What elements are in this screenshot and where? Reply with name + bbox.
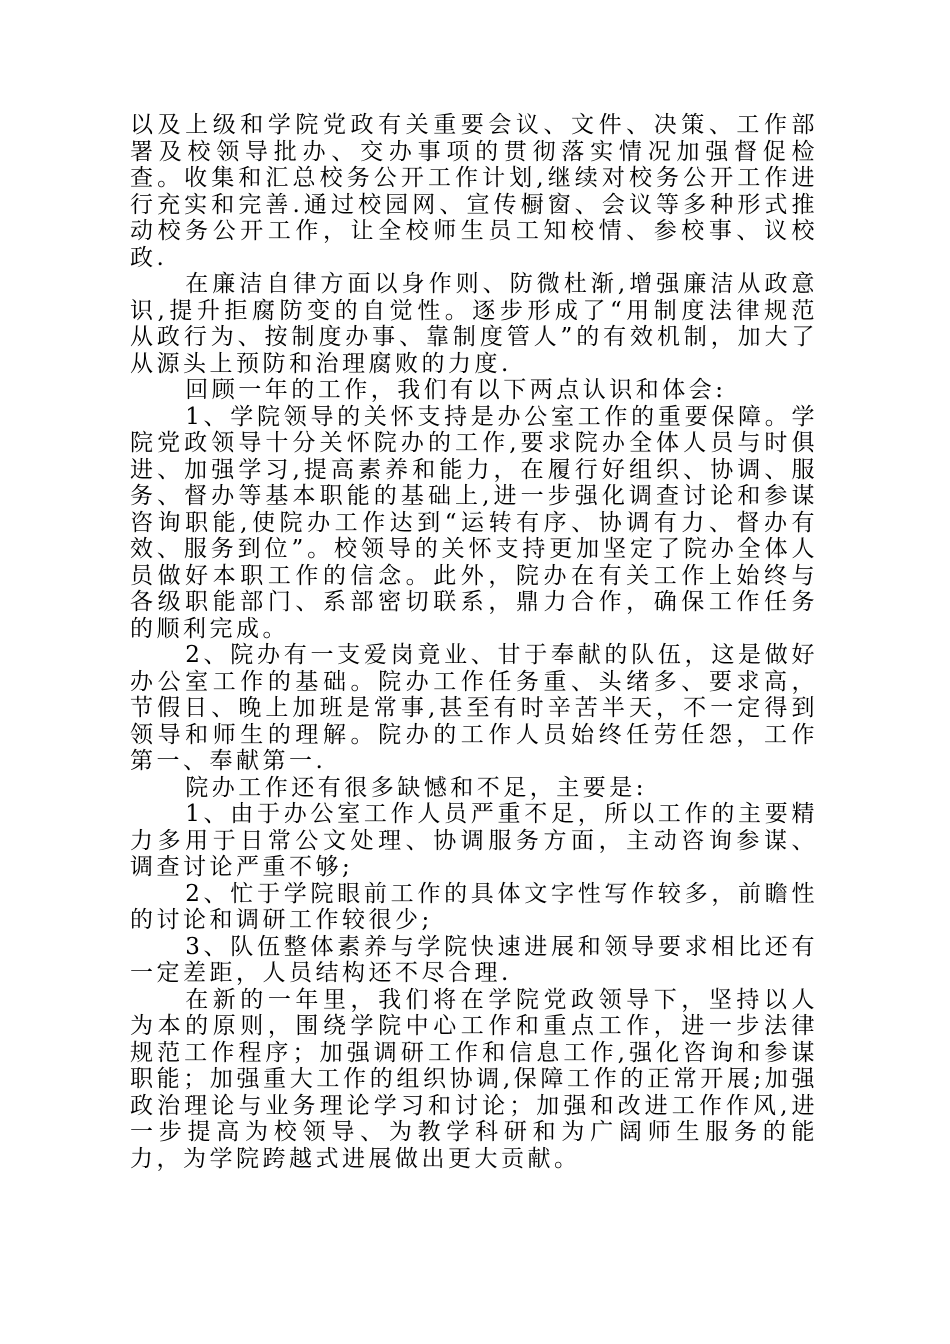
paragraph-6: 院办工作还有很多缺憾和不足，主要是: (185, 774, 647, 801)
paragraph-8: 2、忙于学院眼前工作的具体文字性写作较多，前瞻性的讨论和调研工作较很少; (130, 880, 818, 933)
paragraph-9: 3、队伍整体素养与学院快速进展和领导要求相比还有一定差距，人员结构还不尽合理. (130, 933, 818, 986)
paragraph-2: 在廉洁自律方面以身作则、防微杜渐,增强廉洁从政意识,提升拒腐防变的自觉性。逐步形成了“用制度法律规范从政行为、按制度办事、靠制度管人”的有效机制，加大了从源头上预防和治理腐败的力度. (130, 271, 818, 377)
document-body (130, 112, 818, 1172)
paragraph-1: 以及上级和学院党政有关重要会议、文件、决策、工作部署及校领导批办、交办事项的贯彻落实情况加强督促检查。收集和汇总校务公开工作计划,继续对校务公开工作进行充实和完善.通过校园网、宣传橱窗、会议等多种形式推动校务公开工作，让全校师生员工知校情、参校事、议校政. (130, 112, 818, 271)
paragraph-7: 1、由于办公室工作人员严重不足，所以工作的主要精力多用于日常公文处理、协调服务方面，主动咨询参谋、调查讨论严重不够; (130, 801, 818, 880)
paragraph-10: 在新的一年里，我们将在学院党政领导下，坚持以人为本的原则，围绕学院中心工作和重点工作，进一步法律规范工作程序；加强调研工作和信息工作,强化咨询和参谋职能；加强重大工作的组织协调,保障工作的正常开展;加强政治理论与业务理论学习和讨论；加强和改进工作作风,进一步提高为校领导、为教学科研和为广阔师生服务的能力，为学院跨越式进展做出更大贡献。 (130, 986, 818, 1172)
paragraph-4: 1、学院领导的关怀支持是办公室工作的重要保障。学院党政领导十分关怀院办的工作,要求院办全体人员与时俱进、加强学习,提高素养和能力，在履行好组织、协调、服务、督办等基本职能的基础上,进一步强化调查讨论和参谋咨询职能,使院办工作达到“运转有序、协调有力、督办有效、服务到位”。校领导的关怀支持更加坚定了院办全体人员做好本职工作的信念。此外，院办在有关工作上始终与各级职能部门、系部密切联系，鼎力合作，确保工作任务的顺利完成。 (130, 403, 818, 642)
paragraph-5: 2、院办有一支爱岗竟业、甘于奉献的队伍，这是做好办公室工作的基础。院办工作任务重、头绪多、要求高，节假日、晚上加班是常事,甚至有时辛苦半天，不一定得到领导和师生的理解。院办的工作人员始终任劳任怨，工作第一、奉献第一. (130, 642, 818, 774)
paragraph-3: 回顾一年的工作，我们有以下两点认识和体会: (185, 377, 727, 403)
